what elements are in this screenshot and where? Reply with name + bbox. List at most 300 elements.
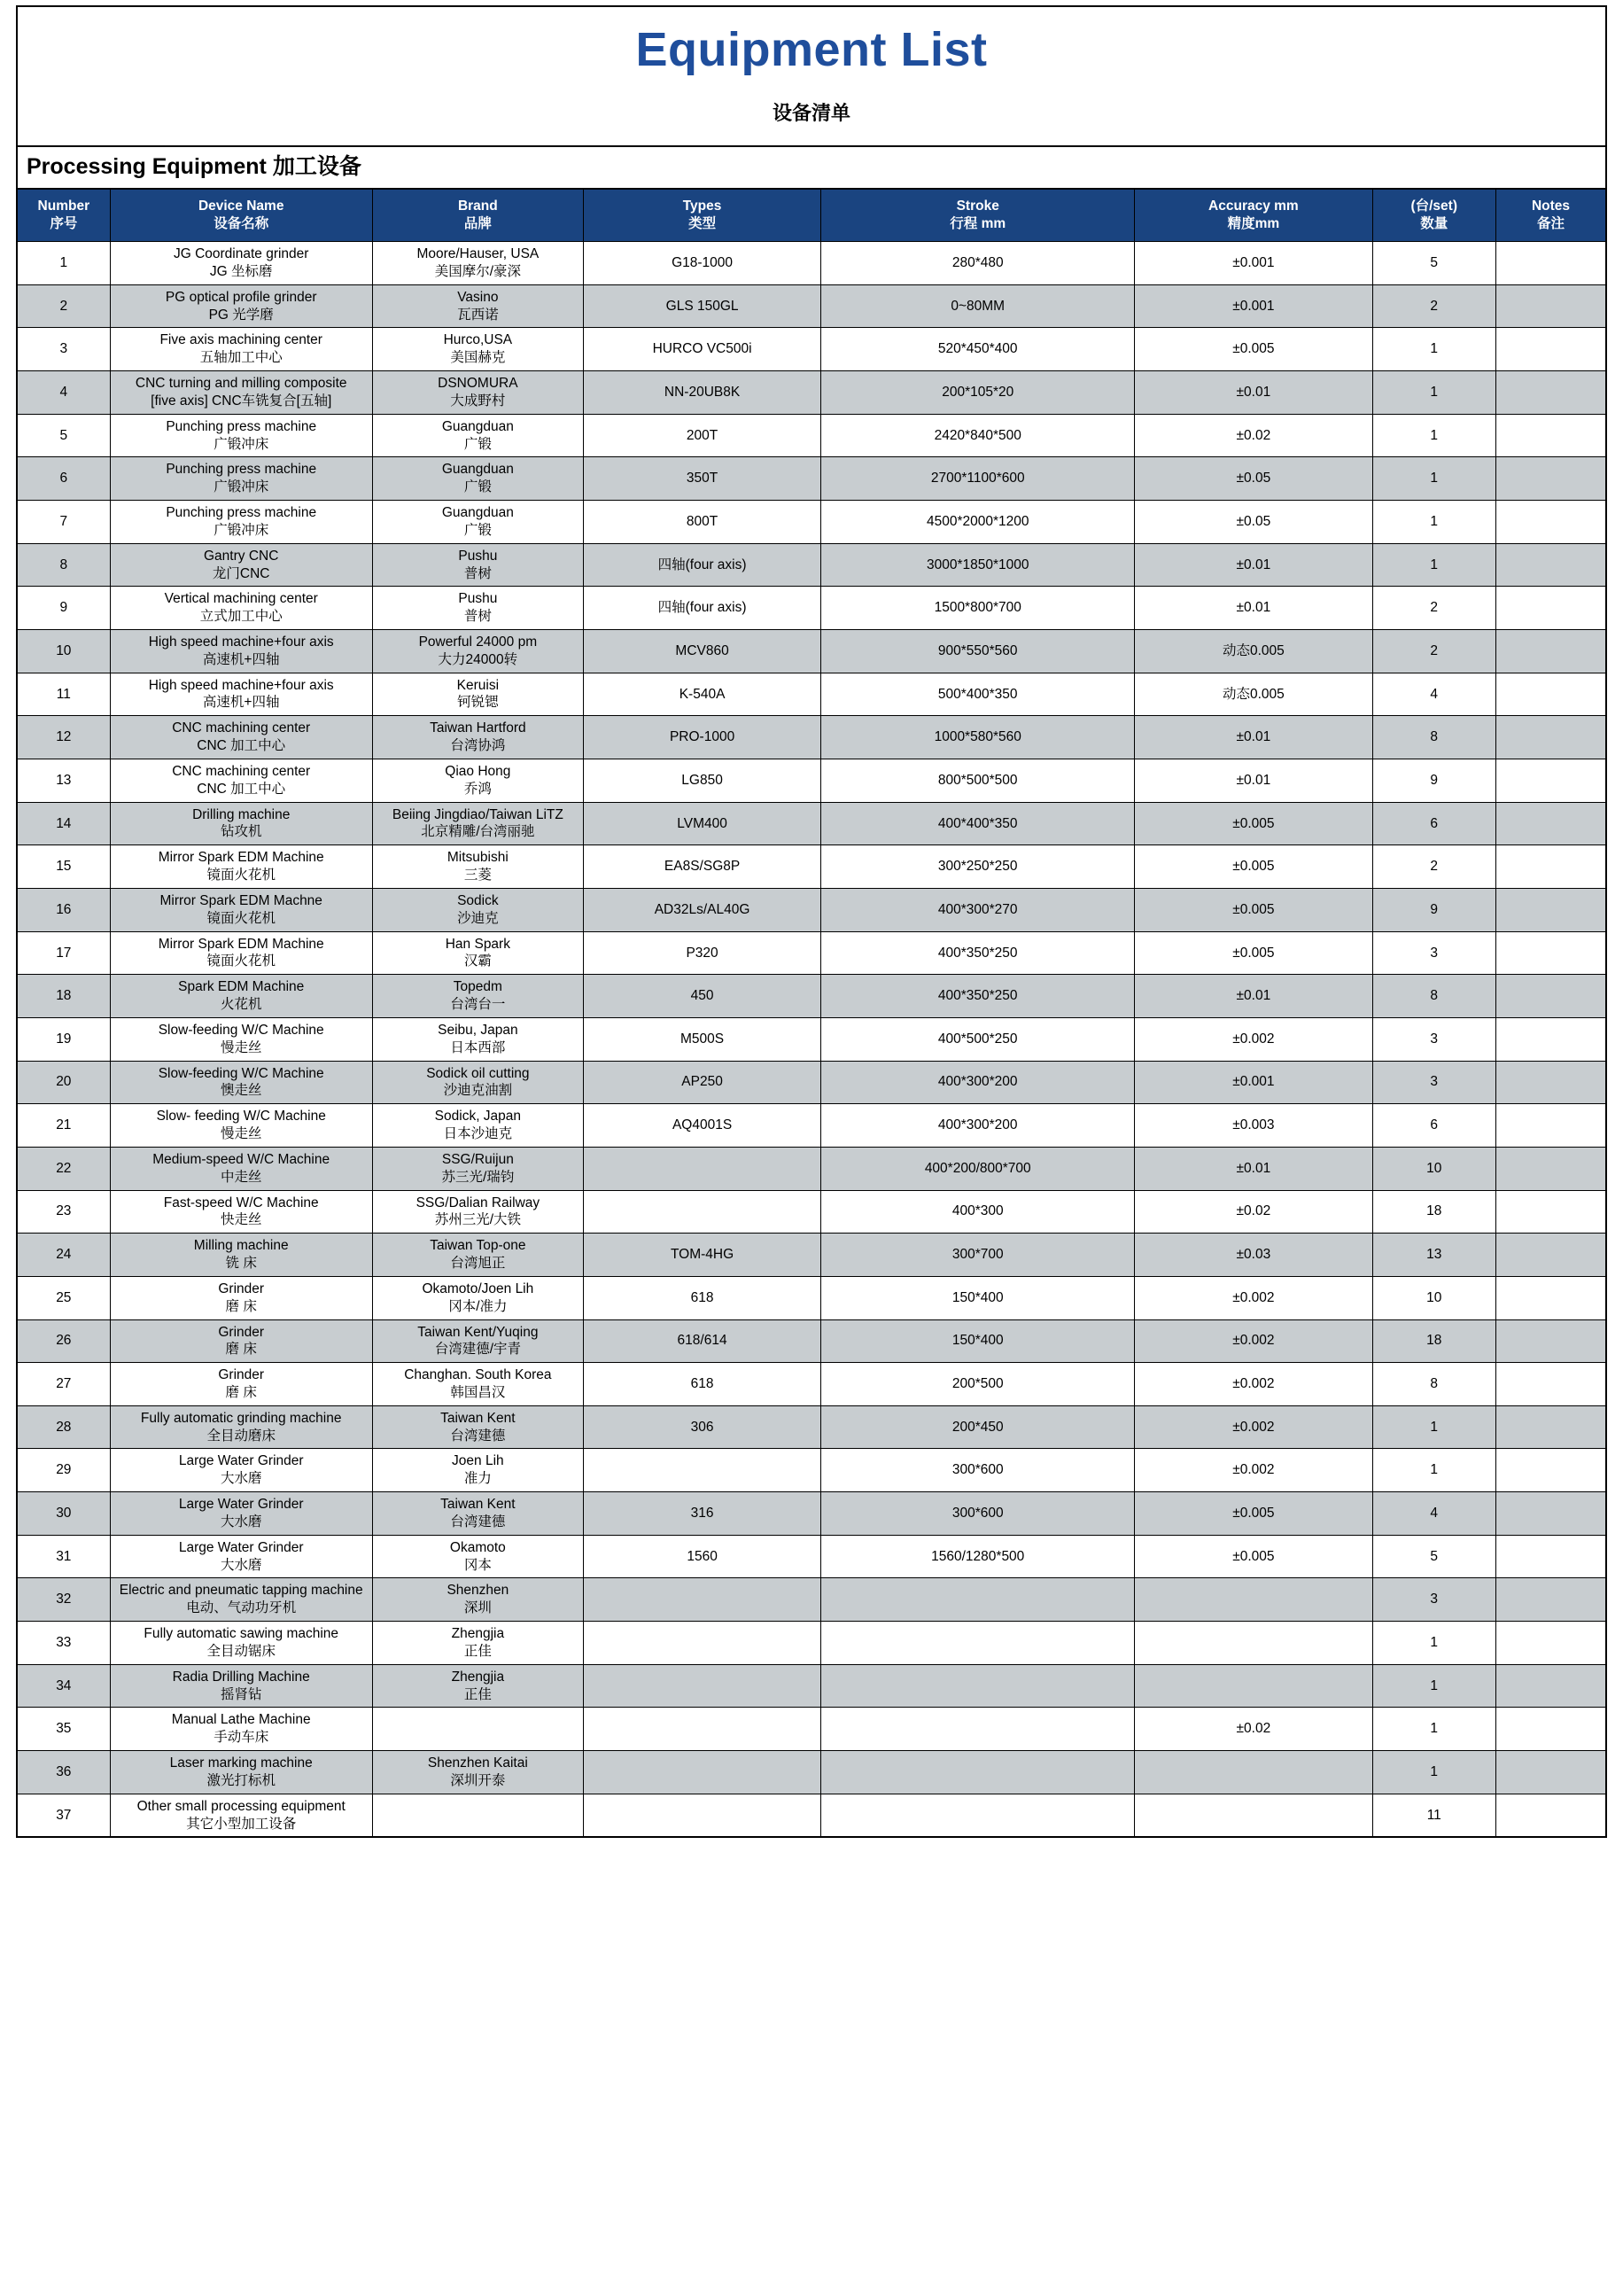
cell-accuracy[interactable]: ±0.005 bbox=[1135, 845, 1372, 889]
cell-device-name[interactable] bbox=[110, 1276, 372, 1319]
cell-accuracy[interactable]: ±0.02 bbox=[1135, 1708, 1372, 1751]
cell-brand[interactable] bbox=[372, 1794, 583, 1837]
cell-brand[interactable] bbox=[372, 1622, 583, 1665]
cell-stroke[interactable]: 1560/1280*500 bbox=[821, 1535, 1135, 1578]
cell-quantity[interactable]: 1 bbox=[1372, 457, 1495, 501]
cell-brand[interactable] bbox=[372, 501, 583, 544]
table-row[interactable] bbox=[17, 371, 1606, 415]
cell-brand[interactable] bbox=[372, 1276, 583, 1319]
cell-number[interactable]: 29 bbox=[17, 1449, 110, 1492]
cell-accuracy[interactable]: ±0.01 bbox=[1135, 371, 1372, 415]
cell-type[interactable] bbox=[583, 1794, 820, 1837]
cell-quantity[interactable]: 5 bbox=[1372, 242, 1495, 285]
cell-brand[interactable] bbox=[372, 1449, 583, 1492]
cell-type[interactable]: 1560 bbox=[583, 1535, 820, 1578]
cell-type[interactable]: 200T bbox=[583, 414, 820, 457]
cell-quantity[interactable]: 2 bbox=[1372, 630, 1495, 673]
cell-brand[interactable] bbox=[372, 1751, 583, 1794]
table-row[interactable] bbox=[17, 716, 1606, 759]
cell-accuracy[interactable]: 动态0.005 bbox=[1135, 630, 1372, 673]
cell-accuracy[interactable]: ±0.005 bbox=[1135, 802, 1372, 845]
column-header-device-name[interactable] bbox=[110, 189, 372, 241]
cell-stroke[interactable]: 400*300*200 bbox=[821, 1061, 1135, 1104]
cell-device-name[interactable] bbox=[110, 501, 372, 544]
cell-type[interactable]: PRO-1000 bbox=[583, 716, 820, 759]
cell-type[interactable]: P320 bbox=[583, 931, 820, 975]
cell-notes[interactable] bbox=[1495, 1319, 1606, 1363]
cell-device-name[interactable] bbox=[110, 975, 372, 1018]
cell-accuracy[interactable]: ±0.005 bbox=[1135, 1492, 1372, 1536]
cell-type[interactable]: LVM400 bbox=[583, 802, 820, 845]
table-row[interactable] bbox=[17, 284, 1606, 328]
table-row[interactable] bbox=[17, 1664, 1606, 1708]
cell-stroke[interactable]: 520*450*400 bbox=[821, 328, 1135, 371]
cell-accuracy[interactable]: ±0.05 bbox=[1135, 457, 1372, 501]
cell-type[interactable] bbox=[583, 1578, 820, 1622]
cell-number[interactable]: 30 bbox=[17, 1492, 110, 1536]
cell-notes[interactable] bbox=[1495, 673, 1606, 716]
cell-quantity[interactable]: 9 bbox=[1372, 759, 1495, 802]
cell-type[interactable]: HURCO VC500i bbox=[583, 328, 820, 371]
cell-quantity[interactable]: 10 bbox=[1372, 1147, 1495, 1190]
cell-number[interactable]: 33 bbox=[17, 1622, 110, 1665]
cell-number[interactable]: 12 bbox=[17, 716, 110, 759]
table-row[interactable] bbox=[17, 242, 1606, 285]
cell-notes[interactable] bbox=[1495, 1535, 1606, 1578]
cell-stroke[interactable]: 1000*580*560 bbox=[821, 716, 1135, 759]
cell-accuracy[interactable]: ±0.001 bbox=[1135, 1061, 1372, 1104]
cell-device-name[interactable] bbox=[110, 457, 372, 501]
cell-stroke[interactable]: 400*300 bbox=[821, 1190, 1135, 1234]
cell-type[interactable]: 四轴(four axis) bbox=[583, 587, 820, 630]
cell-notes[interactable] bbox=[1495, 931, 1606, 975]
cell-device-name[interactable] bbox=[110, 1405, 372, 1449]
cell-number[interactable]: 1 bbox=[17, 242, 110, 285]
cell-device-name[interactable] bbox=[110, 1751, 372, 1794]
cell-brand[interactable] bbox=[372, 1363, 583, 1406]
cell-brand[interactable] bbox=[372, 1708, 583, 1751]
cell-quantity[interactable]: 9 bbox=[1372, 888, 1495, 931]
cell-accuracy[interactable]: ±0.005 bbox=[1135, 888, 1372, 931]
table-row[interactable] bbox=[17, 414, 1606, 457]
cell-stroke[interactable]: 400*200/800*700 bbox=[821, 1147, 1135, 1190]
cell-device-name[interactable] bbox=[110, 1794, 372, 1837]
cell-accuracy[interactable] bbox=[1135, 1751, 1372, 1794]
cell-brand[interactable] bbox=[372, 845, 583, 889]
cell-number[interactable]: 31 bbox=[17, 1535, 110, 1578]
cell-brand[interactable] bbox=[372, 1017, 583, 1061]
cell-device-name[interactable] bbox=[110, 1492, 372, 1536]
cell-quantity[interactable]: 18 bbox=[1372, 1319, 1495, 1363]
cell-type[interactable]: K-540A bbox=[583, 673, 820, 716]
cell-accuracy[interactable]: ±0.01 bbox=[1135, 543, 1372, 587]
cell-notes[interactable] bbox=[1495, 587, 1606, 630]
cell-brand[interactable] bbox=[372, 284, 583, 328]
cell-notes[interactable] bbox=[1495, 501, 1606, 544]
cell-brand[interactable] bbox=[372, 1492, 583, 1536]
cell-accuracy[interactable]: ±0.005 bbox=[1135, 328, 1372, 371]
cell-stroke[interactable] bbox=[821, 1622, 1135, 1665]
column-header-stroke[interactable] bbox=[821, 189, 1135, 241]
cell-brand[interactable] bbox=[372, 1319, 583, 1363]
cell-accuracy[interactable]: ±0.003 bbox=[1135, 1104, 1372, 1148]
cell-notes[interactable] bbox=[1495, 1061, 1606, 1104]
cell-quantity[interactable]: 3 bbox=[1372, 1061, 1495, 1104]
table-row[interactable] bbox=[17, 931, 1606, 975]
table-row[interactable] bbox=[17, 1449, 1606, 1492]
cell-stroke[interactable]: 200*500 bbox=[821, 1363, 1135, 1406]
cell-quantity[interactable]: 1 bbox=[1372, 1664, 1495, 1708]
cell-notes[interactable] bbox=[1495, 328, 1606, 371]
cell-quantity[interactable]: 8 bbox=[1372, 975, 1495, 1018]
table-row[interactable] bbox=[17, 759, 1606, 802]
cell-notes[interactable] bbox=[1495, 845, 1606, 889]
cell-device-name[interactable] bbox=[110, 1017, 372, 1061]
cell-notes[interactable] bbox=[1495, 1578, 1606, 1622]
column-header-accuracy[interactable] bbox=[1135, 189, 1372, 241]
cell-stroke[interactable]: 200*105*20 bbox=[821, 371, 1135, 415]
cell-device-name[interactable] bbox=[110, 716, 372, 759]
cell-stroke[interactable]: 300*600 bbox=[821, 1492, 1135, 1536]
table-row[interactable] bbox=[17, 328, 1606, 371]
table-row[interactable] bbox=[17, 975, 1606, 1018]
cell-device-name[interactable] bbox=[110, 931, 372, 975]
column-header-number[interactable] bbox=[17, 189, 110, 241]
cell-number[interactable]: 20 bbox=[17, 1061, 110, 1104]
cell-notes[interactable] bbox=[1495, 1104, 1606, 1148]
cell-notes[interactable] bbox=[1495, 1708, 1606, 1751]
cell-type[interactable]: 四轴(four axis) bbox=[583, 543, 820, 587]
cell-notes[interactable] bbox=[1495, 1147, 1606, 1190]
cell-brand[interactable] bbox=[372, 1405, 583, 1449]
cell-quantity[interactable]: 2 bbox=[1372, 284, 1495, 328]
cell-notes[interactable] bbox=[1495, 1234, 1606, 1277]
table-row[interactable] bbox=[17, 1405, 1606, 1449]
table-row[interactable] bbox=[17, 888, 1606, 931]
cell-quantity[interactable]: 18 bbox=[1372, 1190, 1495, 1234]
cell-brand[interactable] bbox=[372, 371, 583, 415]
table-row[interactable] bbox=[17, 501, 1606, 544]
cell-type[interactable] bbox=[583, 1708, 820, 1751]
cell-accuracy[interactable] bbox=[1135, 1664, 1372, 1708]
cell-device-name[interactable] bbox=[110, 1449, 372, 1492]
table-row[interactable] bbox=[17, 845, 1606, 889]
cell-brand[interactable] bbox=[372, 802, 583, 845]
cell-quantity[interactable]: 1 bbox=[1372, 1751, 1495, 1794]
cell-device-name[interactable] bbox=[110, 1578, 372, 1622]
cell-accuracy[interactable]: ±0.005 bbox=[1135, 1535, 1372, 1578]
cell-brand[interactable] bbox=[372, 888, 583, 931]
table-row[interactable] bbox=[17, 1363, 1606, 1406]
cell-number[interactable]: 7 bbox=[17, 501, 110, 544]
cell-type[interactable]: AD32Ls/AL40G bbox=[583, 888, 820, 931]
cell-notes[interactable] bbox=[1495, 543, 1606, 587]
cell-brand[interactable] bbox=[372, 1234, 583, 1277]
cell-type[interactable]: NN-20UB8K bbox=[583, 371, 820, 415]
cell-device-name[interactable] bbox=[110, 284, 372, 328]
cell-number[interactable]: 25 bbox=[17, 1276, 110, 1319]
cell-stroke[interactable]: 300*250*250 bbox=[821, 845, 1135, 889]
cell-notes[interactable] bbox=[1495, 1017, 1606, 1061]
cell-number[interactable]: 4 bbox=[17, 371, 110, 415]
cell-type[interactable]: G18-1000 bbox=[583, 242, 820, 285]
cell-brand[interactable] bbox=[372, 1104, 583, 1148]
cell-quantity[interactable]: 8 bbox=[1372, 716, 1495, 759]
cell-accuracy[interactable]: ±0.002 bbox=[1135, 1363, 1372, 1406]
cell-number[interactable]: 3 bbox=[17, 328, 110, 371]
cell-brand[interactable] bbox=[372, 1535, 583, 1578]
cell-brand[interactable] bbox=[372, 414, 583, 457]
cell-number[interactable]: 37 bbox=[17, 1794, 110, 1837]
cell-brand[interactable] bbox=[372, 543, 583, 587]
cell-number[interactable]: 23 bbox=[17, 1190, 110, 1234]
table-row[interactable] bbox=[17, 1535, 1606, 1578]
cell-notes[interactable] bbox=[1495, 716, 1606, 759]
cell-accuracy[interactable] bbox=[1135, 1794, 1372, 1837]
cell-accuracy[interactable]: ±0.005 bbox=[1135, 931, 1372, 975]
column-header-brand[interactable] bbox=[372, 189, 583, 241]
cell-stroke[interactable]: 150*400 bbox=[821, 1319, 1135, 1363]
cell-notes[interactable] bbox=[1495, 802, 1606, 845]
cell-stroke[interactable]: 2420*840*500 bbox=[821, 414, 1135, 457]
cell-accuracy[interactable]: ±0.002 bbox=[1135, 1405, 1372, 1449]
cell-device-name[interactable] bbox=[110, 1708, 372, 1751]
cell-brand[interactable] bbox=[372, 457, 583, 501]
cell-device-name[interactable] bbox=[110, 1104, 372, 1148]
cell-device-name[interactable] bbox=[110, 328, 372, 371]
cell-accuracy[interactable]: ±0.001 bbox=[1135, 284, 1372, 328]
cell-type[interactable]: 306 bbox=[583, 1405, 820, 1449]
table-row[interactable] bbox=[17, 1017, 1606, 1061]
table-row[interactable] bbox=[17, 1276, 1606, 1319]
table-row[interactable] bbox=[17, 457, 1606, 501]
cell-number[interactable]: 32 bbox=[17, 1578, 110, 1622]
cell-stroke[interactable]: 400*400*350 bbox=[821, 802, 1135, 845]
cell-stroke[interactable]: 400*350*250 bbox=[821, 975, 1135, 1018]
cell-quantity[interactable]: 13 bbox=[1372, 1234, 1495, 1277]
table-row[interactable] bbox=[17, 1708, 1606, 1751]
cell-notes[interactable] bbox=[1495, 888, 1606, 931]
cell-number[interactable]: 9 bbox=[17, 587, 110, 630]
cell-brand[interactable] bbox=[372, 587, 583, 630]
cell-number[interactable]: 26 bbox=[17, 1319, 110, 1363]
cell-number[interactable]: 5 bbox=[17, 414, 110, 457]
cell-stroke[interactable]: 200*450 bbox=[821, 1405, 1135, 1449]
cell-type[interactable]: AQ4001S bbox=[583, 1104, 820, 1148]
cell-accuracy[interactable]: ±0.05 bbox=[1135, 501, 1372, 544]
cell-quantity[interactable]: 2 bbox=[1372, 587, 1495, 630]
cell-notes[interactable] bbox=[1495, 457, 1606, 501]
cell-notes[interactable] bbox=[1495, 1751, 1606, 1794]
cell-device-name[interactable] bbox=[110, 1190, 372, 1234]
table-row[interactable] bbox=[17, 587, 1606, 630]
cell-notes[interactable] bbox=[1495, 1276, 1606, 1319]
cell-notes[interactable] bbox=[1495, 1794, 1606, 1837]
cell-quantity[interactable]: 1 bbox=[1372, 1405, 1495, 1449]
cell-device-name[interactable] bbox=[110, 845, 372, 889]
cell-device-name[interactable] bbox=[110, 802, 372, 845]
cell-stroke[interactable] bbox=[821, 1578, 1135, 1622]
cell-quantity[interactable]: 10 bbox=[1372, 1276, 1495, 1319]
cell-accuracy[interactable]: ±0.001 bbox=[1135, 242, 1372, 285]
cell-accuracy[interactable]: ±0.03 bbox=[1135, 1234, 1372, 1277]
cell-stroke[interactable]: 900*550*560 bbox=[821, 630, 1135, 673]
cell-accuracy[interactable] bbox=[1135, 1578, 1372, 1622]
cell-quantity[interactable]: 2 bbox=[1372, 845, 1495, 889]
cell-device-name[interactable] bbox=[110, 1147, 372, 1190]
cell-type[interactable]: 350T bbox=[583, 457, 820, 501]
cell-brand[interactable] bbox=[372, 1061, 583, 1104]
cell-device-name[interactable] bbox=[110, 1319, 372, 1363]
cell-type[interactable]: AP250 bbox=[583, 1061, 820, 1104]
cell-quantity[interactable]: 6 bbox=[1372, 1104, 1495, 1148]
cell-type[interactable]: TOM-4HG bbox=[583, 1234, 820, 1277]
cell-device-name[interactable] bbox=[110, 888, 372, 931]
cell-accuracy[interactable]: ±0.01 bbox=[1135, 1147, 1372, 1190]
cell-accuracy[interactable]: ±0.002 bbox=[1135, 1276, 1372, 1319]
cell-brand[interactable] bbox=[372, 1147, 583, 1190]
cell-quantity[interactable]: 5 bbox=[1372, 1535, 1495, 1578]
cell-type[interactable]: 618 bbox=[583, 1363, 820, 1406]
cell-stroke[interactable]: 300*700 bbox=[821, 1234, 1135, 1277]
cell-notes[interactable] bbox=[1495, 630, 1606, 673]
cell-number[interactable]: 28 bbox=[17, 1405, 110, 1449]
cell-device-name[interactable] bbox=[110, 1622, 372, 1665]
cell-brand[interactable] bbox=[372, 759, 583, 802]
cell-stroke[interactable]: 1500*800*700 bbox=[821, 587, 1135, 630]
cell-number[interactable]: 19 bbox=[17, 1017, 110, 1061]
cell-accuracy[interactable]: ±0.01 bbox=[1135, 975, 1372, 1018]
cell-quantity[interactable]: 3 bbox=[1372, 1017, 1495, 1061]
cell-stroke[interactable]: 4500*2000*1200 bbox=[821, 501, 1135, 544]
cell-number[interactable]: 35 bbox=[17, 1708, 110, 1751]
cell-stroke[interactable] bbox=[821, 1708, 1135, 1751]
cell-number[interactable]: 8 bbox=[17, 543, 110, 587]
cell-brand[interactable] bbox=[372, 716, 583, 759]
cell-accuracy[interactable]: 动态0.005 bbox=[1135, 673, 1372, 716]
cell-number[interactable]: 22 bbox=[17, 1147, 110, 1190]
table-row[interactable] bbox=[17, 1104, 1606, 1148]
cell-notes[interactable] bbox=[1495, 1664, 1606, 1708]
cell-stroke[interactable]: 150*400 bbox=[821, 1276, 1135, 1319]
cell-stroke[interactable] bbox=[821, 1664, 1135, 1708]
cell-type[interactable] bbox=[583, 1449, 820, 1492]
cell-type[interactable]: 800T bbox=[583, 501, 820, 544]
cell-quantity[interactable]: 1 bbox=[1372, 543, 1495, 587]
cell-quantity[interactable]: 4 bbox=[1372, 673, 1495, 716]
cell-stroke[interactable]: 3000*1850*1000 bbox=[821, 543, 1135, 587]
cell-type[interactable]: LG850 bbox=[583, 759, 820, 802]
cell-type[interactable] bbox=[583, 1622, 820, 1665]
cell-number[interactable]: 16 bbox=[17, 888, 110, 931]
cell-number[interactable]: 14 bbox=[17, 802, 110, 845]
cell-notes[interactable] bbox=[1495, 414, 1606, 457]
cell-accuracy[interactable]: ±0.002 bbox=[1135, 1017, 1372, 1061]
cell-quantity[interactable]: 3 bbox=[1372, 931, 1495, 975]
cell-notes[interactable] bbox=[1495, 759, 1606, 802]
cell-type[interactable]: GLS 150GL bbox=[583, 284, 820, 328]
cell-type[interactable]: 316 bbox=[583, 1492, 820, 1536]
cell-brand[interactable] bbox=[372, 975, 583, 1018]
cell-number[interactable]: 10 bbox=[17, 630, 110, 673]
cell-notes[interactable] bbox=[1495, 1190, 1606, 1234]
cell-type[interactable]: M500S bbox=[583, 1017, 820, 1061]
cell-type[interactable]: 618/614 bbox=[583, 1319, 820, 1363]
table-row[interactable] bbox=[17, 802, 1606, 845]
cell-device-name[interactable] bbox=[110, 1363, 372, 1406]
cell-quantity[interactable]: 1 bbox=[1372, 1708, 1495, 1751]
cell-notes[interactable] bbox=[1495, 1492, 1606, 1536]
cell-stroke[interactable]: 400*500*250 bbox=[821, 1017, 1135, 1061]
cell-type[interactable]: MCV860 bbox=[583, 630, 820, 673]
column-header-notes[interactable] bbox=[1495, 189, 1606, 241]
cell-device-name[interactable] bbox=[110, 1535, 372, 1578]
table-row[interactable] bbox=[17, 1319, 1606, 1363]
cell-brand[interactable] bbox=[372, 931, 583, 975]
cell-stroke[interactable]: 800*500*500 bbox=[821, 759, 1135, 802]
cell-notes[interactable] bbox=[1495, 1363, 1606, 1406]
cell-quantity[interactable]: 1 bbox=[1372, 371, 1495, 415]
cell-stroke[interactable]: 500*400*350 bbox=[821, 673, 1135, 716]
cell-number[interactable]: 36 bbox=[17, 1751, 110, 1794]
cell-type[interactable]: 618 bbox=[583, 1276, 820, 1319]
cell-type[interactable]: EA8S/SG8P bbox=[583, 845, 820, 889]
cell-device-name[interactable] bbox=[110, 1061, 372, 1104]
cell-stroke[interactable]: 280*480 bbox=[821, 242, 1135, 285]
cell-accuracy[interactable]: ±0.01 bbox=[1135, 587, 1372, 630]
cell-number[interactable]: 11 bbox=[17, 673, 110, 716]
cell-notes[interactable] bbox=[1495, 1405, 1606, 1449]
table-row[interactable] bbox=[17, 673, 1606, 716]
table-row[interactable] bbox=[17, 1492, 1606, 1536]
cell-accuracy[interactable]: ±0.002 bbox=[1135, 1449, 1372, 1492]
cell-number[interactable]: 27 bbox=[17, 1363, 110, 1406]
cell-brand[interactable] bbox=[372, 1578, 583, 1622]
cell-notes[interactable] bbox=[1495, 242, 1606, 285]
cell-device-name[interactable] bbox=[110, 1664, 372, 1708]
cell-device-name[interactable] bbox=[110, 371, 372, 415]
cell-quantity[interactable]: 1 bbox=[1372, 501, 1495, 544]
table-row[interactable] bbox=[17, 1147, 1606, 1190]
table-row[interactable] bbox=[17, 1234, 1606, 1277]
cell-quantity[interactable]: 8 bbox=[1372, 1363, 1495, 1406]
cell-stroke[interactable]: 300*600 bbox=[821, 1449, 1135, 1492]
cell-brand[interactable] bbox=[372, 328, 583, 371]
cell-device-name[interactable] bbox=[110, 1234, 372, 1277]
cell-notes[interactable] bbox=[1495, 1449, 1606, 1492]
cell-notes[interactable] bbox=[1495, 371, 1606, 415]
cell-number[interactable]: 24 bbox=[17, 1234, 110, 1277]
cell-number[interactable]: 18 bbox=[17, 975, 110, 1018]
cell-number[interactable]: 34 bbox=[17, 1664, 110, 1708]
cell-number[interactable]: 6 bbox=[17, 457, 110, 501]
cell-quantity[interactable]: 1 bbox=[1372, 1622, 1495, 1665]
cell-stroke[interactable]: 2700*1100*600 bbox=[821, 457, 1135, 501]
cell-accuracy[interactable]: ±0.01 bbox=[1135, 759, 1372, 802]
table-row[interactable] bbox=[17, 1794, 1606, 1837]
cell-quantity[interactable]: 1 bbox=[1372, 414, 1495, 457]
cell-device-name[interactable] bbox=[110, 630, 372, 673]
cell-stroke[interactable]: 400*300*270 bbox=[821, 888, 1135, 931]
cell-brand[interactable] bbox=[372, 1190, 583, 1234]
cell-brand[interactable] bbox=[372, 242, 583, 285]
cell-brand[interactable] bbox=[372, 630, 583, 673]
cell-type[interactable] bbox=[583, 1751, 820, 1794]
cell-device-name[interactable] bbox=[110, 543, 372, 587]
cell-notes[interactable] bbox=[1495, 284, 1606, 328]
cell-stroke[interactable] bbox=[821, 1751, 1135, 1794]
cell-quantity[interactable]: 1 bbox=[1372, 328, 1495, 371]
